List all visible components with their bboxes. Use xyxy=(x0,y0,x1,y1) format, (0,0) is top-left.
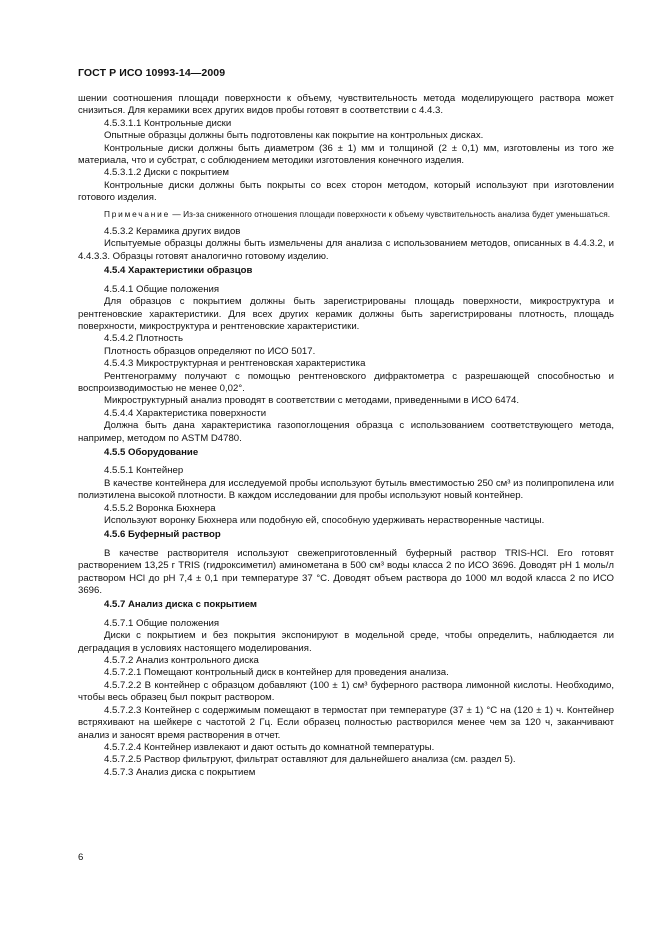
paragraph: В качестве растворителя используют свежеприготовленный буферный раствор TRIS-HCl. Его готовят растворением 13,25 г TRIS (гидроксиметил) аминометана в 500 см³ воды класса 2 по ИСО 3696. Доводят pH 1 моль/л раствором HCl до pH 7,4 ± 0,1 при температуре 37 °С. Доводят объем раствора до 1000 мл водой класса 2 по ИСО 3696. xyxy=(78,547,614,597)
section-heading: 4.5.7 Анализ диска с покрытием xyxy=(104,599,258,611)
paragraph: 4.5.7.2.1 Помещают контрольный диск в контейнер для проведения анализа. xyxy=(104,667,449,679)
clause-heading: 4.5.4.3 Микроструктурная и рентгеновская характеристика xyxy=(104,358,366,370)
clause-heading: 4.5.3.1.2 Диски с покрытием xyxy=(104,167,229,179)
clause-heading: 4.5.7.2 Анализ контрольного диска xyxy=(104,655,259,667)
section-heading: 4.5.5 Оборудование xyxy=(104,446,199,458)
paragraph: Опытные образцы должны быть подготовлены как покрытие на контрольных дисках. xyxy=(104,130,484,142)
clause-heading: 4.5.3.1.1 Контрольные диски xyxy=(104,117,232,129)
note xyxy=(78,209,614,220)
section-heading: 4.5.6 Буферный раствор xyxy=(104,529,221,541)
paragraph: Испытуемые образцы должны быть измельчены для анализа с использованием методов, описанных в 4.4.3.2, и 4.4.3.3. Образцы готовят аналогично готовому изделию. xyxy=(78,238,614,262)
clause-heading: 4.5.7.3 Анализ диска с покрытием xyxy=(104,766,256,778)
note-text: — Из-за сниженного отношения площади поверхности к объему чувствительность анализа будет уменьшаться. xyxy=(172,208,611,219)
paragraph: Используют воронку Бюхнера или подобную ей, способную удерживать нерастворенные частицы. xyxy=(104,515,545,526)
paragraph: Контрольные диски должны быть покрыты со всех сторон методом, который используют при изготовлении готового изделия. xyxy=(78,179,614,204)
paragraph: 4.5.7.2.3 Контейнер с содержимым помещают в термостат при температуре (37 ± 1) °С на (120 ± 1) ч. Контейнер встряхивают на шейкере с частотой 2 Гц. Если образец полностью растворился менее чем за 120 ч, заканчивают анализ и заносят время растворения в отчет. xyxy=(78,704,614,741)
paragraph: 4.5.7.2.5 Раствор фильтруют, фильтрат оставляют для дальнейшего анализа (см. раздел 5). xyxy=(104,754,516,766)
paragraph: 4.5.7.2.4 Контейнер извлекают и дают остыть до комнатной температуры. xyxy=(104,741,435,753)
paragraph: Диски с покрытием и без покрытия экспонируют в модельной среде, чтобы определить, наблюдается ли деградация в условиях настоящего моделирования. xyxy=(78,630,614,654)
paragraph: В качестве контейнера для исследуемой пробы используют бутыль вместимостью 250 см³ из полипропилена или полиэтилена высокой плотности. В каждом исследовании для пробы используют новый контейнер. xyxy=(78,477,614,502)
clause-heading: 4.5.7.1 Общие положения xyxy=(104,617,220,629)
clause-heading: 4.5.5.1 Контейнер xyxy=(104,465,184,477)
paragraph: 4.5.7.2.2 В контейнер с образцом добавляют (100 ± 1) см³ буферного раствора лимонной кислоты. Необходимо, чтобы весь образец был покрыт раствором. xyxy=(78,679,614,704)
clause-heading: 4.5.4.1 Общие положения xyxy=(104,283,220,295)
document-header: ГОСТ Р ИСО 10993-14—2009 xyxy=(78,67,226,79)
section-heading: 4.5.4 Характеристики образцов xyxy=(104,265,253,277)
note-label: Примечание xyxy=(104,208,171,219)
clause-heading: 4.5.4.4 Характеристика поверхности xyxy=(104,407,267,419)
document-body xyxy=(78,93,614,779)
paragraph: Для образцов с покрытием должны быть зарегистрированы площадь поверхности, микроструктура и рентгеновские характеристики. Для всех других керамик должны быть зарегистрированы плотность, площадь поверхности, микроструктура и рентгеновские характеристики. xyxy=(78,296,614,332)
paragraph: Рентгенограмму получают с помощью рентгеновского дифрактометра с разрешающей способностью и воспроизводимостью не менее 0,02°. xyxy=(78,370,614,394)
clause-heading: 4.5.3.2 Керамика других видов xyxy=(104,226,241,238)
clause-heading: 4.5.5.2 Воронка Бюхнера xyxy=(104,502,216,514)
page-number: 6 xyxy=(78,852,84,863)
paragraph: Контрольные диски должны быть диаметром (36 ± 1) мм и толщиной (2 ± 0,1) мм, изготовлены из того же материала, что и субстрат, с соблюдением методики изготовления конечного изделия. xyxy=(78,142,614,167)
clause-heading: 4.5.4.2 Плотность xyxy=(104,333,183,345)
paragraph: Микроструктурный анализ проводят в соответствии с методами, приведенными в ИСО 6474. xyxy=(104,395,520,407)
paragraph: Плотность образцов определяют по ИСО 5017. xyxy=(104,345,316,357)
paragraph: шении соотношения площади поверхности к объему, чувствительность метода моделирующего раствора может снизиться. Для керамики всех других видов пробы готовят в соответствии с 4.4.3. xyxy=(78,93,614,117)
paragraph: Должна быть дана характеристика газопоглощения образца с использованием соответствующего метода, например, методом по ASTM D4780. xyxy=(78,420,614,444)
